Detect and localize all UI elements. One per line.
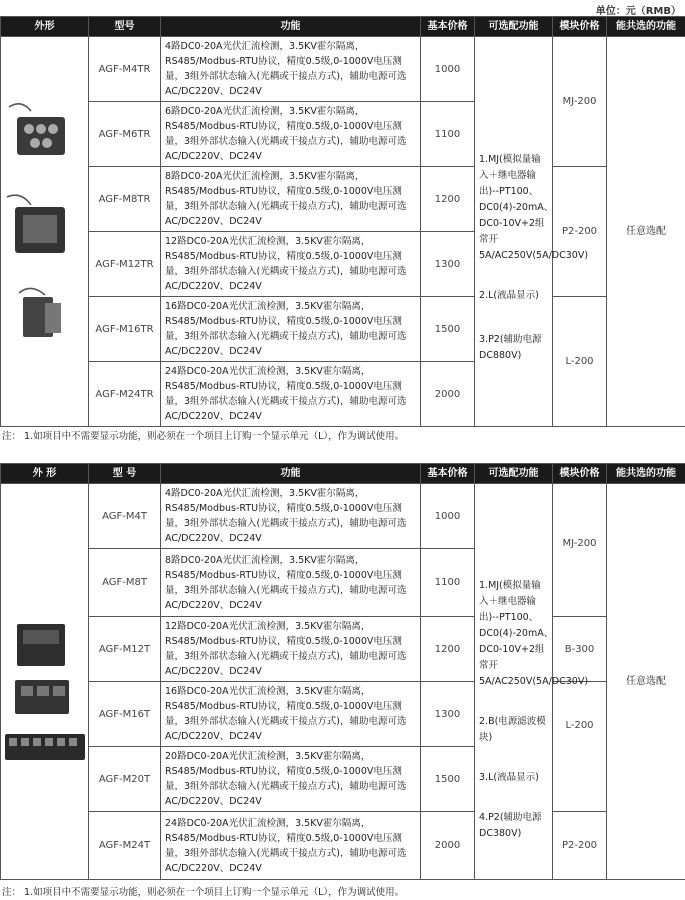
- table-row: [1, 812, 685, 880]
- header-model: 型 号: [89, 464, 161, 484]
- price-cell: 1100: [421, 102, 475, 167]
- price-cell: 1500: [421, 747, 475, 812]
- module-price-cell: L-200: [553, 682, 607, 812]
- unit-label: 单位：元（RMB）: [595, 6, 681, 17]
- header-price: 基本价格: [421, 464, 475, 484]
- device-photo-icon: [1, 97, 89, 357]
- price-cell: 1000: [421, 484, 475, 549]
- compat-cell: 任意选配: [607, 37, 685, 427]
- header-module-price: 模块价格: [553, 464, 607, 484]
- model-cell: AGF-M20T: [89, 747, 161, 812]
- table-row: [1, 682, 685, 747]
- header-appearance: 外 形: [1, 464, 89, 484]
- model-cell: AGF-M24TR: [89, 362, 161, 427]
- option-item: 2.B(电源滤波模块): [479, 715, 546, 743]
- price-cell: 2000: [421, 812, 475, 880]
- table-note-1: 注： 1.如项目中不需要显示功能，则必须在一个项目上订购一个显示单元（L），作为调试使用。: [2, 431, 405, 442]
- function-cell: 20路DC0-20A光伏汇流检测，3.5KV霍尔隔离，RS485/Modbus-RTU协议，精度0.5级,0-1000V电压测量，3组外部状态输入(光耦或干接点方式)，辅助电源可选AC/DC220V、DC24V: [161, 747, 421, 812]
- model-cell: AGF-M24T: [89, 812, 161, 880]
- price-cell: 1500: [421, 297, 475, 362]
- function-cell: 16路DC0-20A光伏汇流检测，3.5KV霍尔隔离，RS485/Modbus-RTU协议，精度0.5级,0-1000V电压测量，3组外部状态输入(光耦或干接点方式)，辅助电源可选AC/DC220V、DC24V: [161, 297, 421, 362]
- function-cell: 8路DC0-20A光伏汇流检测，3.5KV霍尔隔离，RS485/Modbus-RTU协议，精度0.5级,0-1000V电压测量，3组外部状态输入(光耦或干接点方式)，辅助电源可选AC/DC220V、DC24V: [161, 167, 421, 232]
- option-item: 2.L(液晶显示): [479, 289, 539, 301]
- model-cell: AGF-M16TR: [89, 297, 161, 362]
- model-cell: AGF-M4T: [89, 484, 161, 549]
- model-cell: AGF-M8TR: [89, 167, 161, 232]
- price-cell: 1300: [421, 232, 475, 297]
- table-row: [1, 37, 685, 102]
- module-price-cell: MJ-200: [553, 484, 607, 617]
- header-price: 基本价格: [421, 17, 475, 37]
- table-row: [1, 167, 685, 232]
- price-cell: 1000: [421, 37, 475, 102]
- function-cell: 12路DC0-20A光伏汇流检测，3.5KV霍尔隔离，RS485/Modbus-RTU协议，精度0.5级,0-1000V电压测量，3组外部状态输入(光耦或干接点方式)，辅助电源可选AC/DC220V、DC24V: [161, 232, 421, 297]
- module-price-cell: P2-200: [553, 167, 607, 297]
- function-cell: 8路DC0-20A光伏汇流检测，3.5KV霍尔隔离，RS485/Modbus-RTU协议，精度0.5级,0-1000V电压测量，3组外部状态输入(光耦或干接点方式)，辅助电源可选AC/DC220V、DC24V: [161, 549, 421, 617]
- model-cell: AGF-M4TR: [89, 37, 161, 102]
- header-model: 型号: [89, 17, 161, 37]
- option-item: 1.MJ(模拟量输入＋继电器输出)--PT100、DC0(4)-20mA、DC0-10V+2组常开5A/AC250V(5A/DC30V): [479, 153, 589, 261]
- price-cell: 1200: [421, 617, 475, 682]
- function-cell: 12路DC0-20A光伏汇流检测，3.5KV霍尔隔离，RS485/Modbus-RTU协议，精度0.5级,0-1000V电压测量，3组外部状态输入(光耦或干接点方式)，辅助电源可选AC/DC220V、DC24V: [161, 617, 421, 682]
- option-item: 3.P2(辅助电源DC880V): [479, 333, 542, 361]
- price-cell: 1200: [421, 167, 475, 232]
- product-photo-cell: [1, 484, 89, 880]
- model-cell: AGF-M12T: [89, 617, 161, 682]
- price-cell: 2000: [421, 362, 475, 427]
- compat-cell: 任意选配: [607, 484, 685, 880]
- device-photo-icon: [1, 594, 89, 814]
- module-price-cell: L-200: [553, 297, 607, 427]
- header-options: 可选配功能: [475, 464, 553, 484]
- module-price-cell: MJ-200: [553, 37, 607, 167]
- table-header-row: [1, 17, 685, 37]
- model-cell: AGF-M8T: [89, 549, 161, 617]
- header-function: 功能: [161, 17, 421, 37]
- product-photo-cell: [1, 37, 89, 427]
- header-compat: 能共选的功能: [607, 464, 685, 484]
- table-note-2: 注： 1.如项目中不需要显示功能，则必须在一个项目上订购一个显示单元（L），作为调试使用。: [2, 887, 405, 898]
- option-item: 1.MJ(模拟量输入＋继电器输出)--PT100、DC0(4)-20mA、DC0-10V+2组常开5A/AC250V(5A/DC30V): [479, 579, 589, 687]
- table-header-row: [1, 464, 685, 484]
- option-item: 4.P2(辅助电源DC380V): [479, 811, 542, 839]
- function-cell: 24路DC0-20A光伏汇流检测，3.5KV霍尔隔离，RS485/Modbus-RTU协议，精度0.5级,0-1000V电压测量，3组外部状态输入(光耦或干接点方式)，辅助电源可选AC/DC220V、DC24V: [161, 812, 421, 880]
- function-cell: 16路DC0-20A光伏汇流检测，3.5KV霍尔隔离，RS485/Modbus-RTU协议，精度0.5级,0-1000V电压测量，3组外部状态输入(光耦或干接点方式)，辅助电源可选AC/DC220V、DC24V: [161, 682, 421, 747]
- model-cell: AGF-M16T: [89, 682, 161, 747]
- price-cell: 1100: [421, 549, 475, 617]
- function-cell: 24路DC0-20A光伏汇流检测，3.5KV霍尔隔离，RS485/Modbus-RTU协议，精度0.5级,0-1000V电压测量，3组外部状态输入(光耦或干接点方式)，辅助电源可选AC/DC220V、DC24V: [161, 362, 421, 427]
- model-cell: AGF-M12TR: [89, 232, 161, 297]
- function-cell: 4路DC0-20A光伏汇流检测，3.5KV霍尔隔离，RS485/Modbus-RTU协议，精度0.5级,0-1000V电压测量，3组外部状态输入(光耦或干接点方式)，辅助电源可选AC/DC220V、DC24V: [161, 484, 421, 549]
- table-row: [1, 297, 685, 362]
- header-compat: 能共选的功能: [607, 17, 685, 37]
- module-price-cell: B-300: [553, 617, 607, 682]
- module-price-cell: P2-200: [553, 812, 607, 880]
- model-cell: AGF-M6TR: [89, 102, 161, 167]
- function-cell: 4路DC0-20A光伏汇流检测，3.5KV霍尔隔离，RS485/Modbus-RTU协议，精度0.5级,0-1000V电压测量，3组外部状态输入(光耦或干接点方式)，辅助电源可选AC/DC220V、DC24V: [161, 37, 421, 102]
- function-cell: 6路DC0-20A光伏汇流检测，3.5KV霍尔隔离，RS485/Modbus-RTU协议，精度0.5级,0-1000V电压测量，3组外部状态输入(光耦或干接点方式)，辅助电源可选AC/DC220V、DC24V: [161, 102, 421, 167]
- option-item: 3.L(液晶显示): [479, 771, 539, 783]
- table-row: [1, 617, 685, 682]
- header-function: 功能: [161, 464, 421, 484]
- header-appearance: 外形: [1, 17, 89, 37]
- spec-table-2: [0, 463, 685, 880]
- header-module-price: 模块价格: [553, 17, 607, 37]
- table-row: [1, 484, 685, 549]
- header-options: 可选配功能: [475, 17, 553, 37]
- price-cell: 1300: [421, 682, 475, 747]
- spec-table-1: [0, 16, 685, 427]
